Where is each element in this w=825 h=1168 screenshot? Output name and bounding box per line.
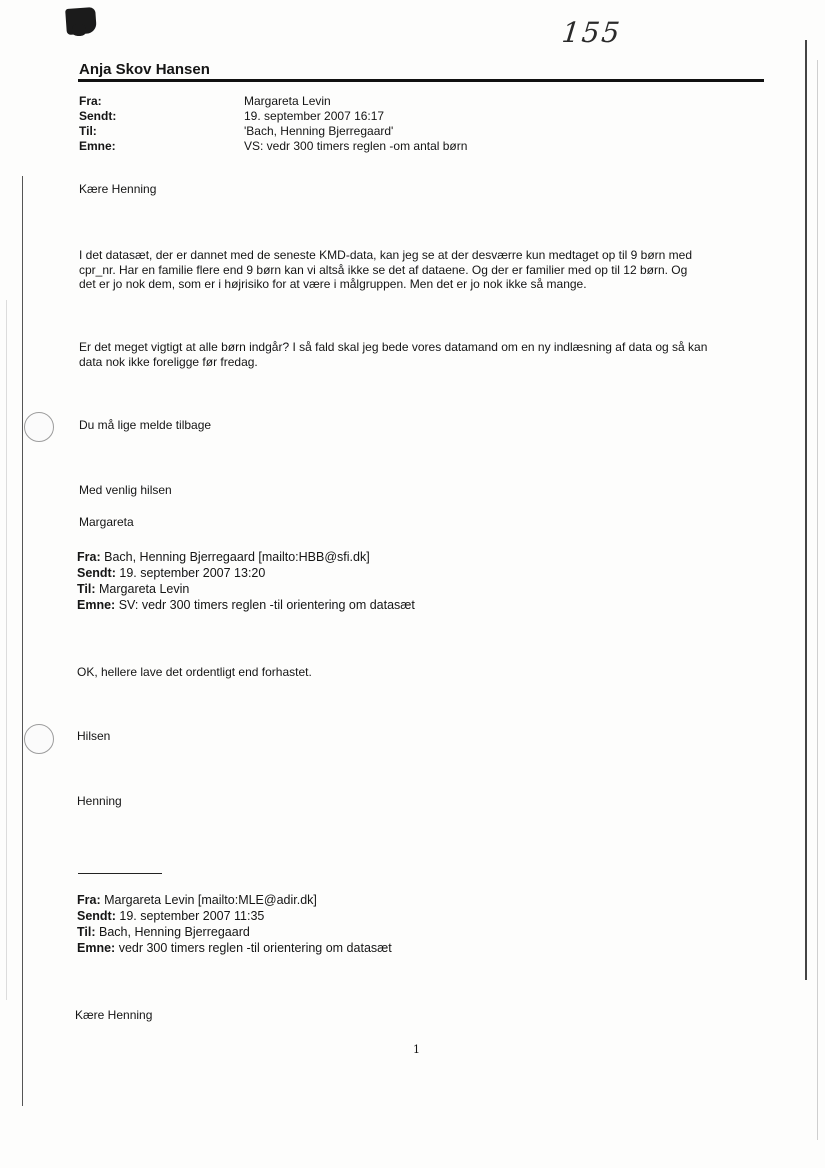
sender-name-heading: Anja Skov Hansen	[79, 61, 210, 78]
redaction-blot-drip	[72, 24, 86, 36]
email1-greeting: Kære Henning	[79, 182, 157, 196]
email2-to-value: Margareta Levin	[99, 582, 190, 596]
email1-para3: Du må lige melde tilbage	[79, 418, 212, 432]
email3-sent-line	[77, 908, 264, 924]
email2-closing: Hilsen	[77, 729, 111, 743]
email2-sent-value: 19. september 2007 13:20	[119, 566, 266, 580]
email3-sent-label: Sendt:	[77, 909, 116, 923]
punch-hole-top	[24, 412, 54, 442]
email3-greeting: Kære Henning	[75, 1008, 153, 1022]
scan-edge-right	[805, 40, 807, 980]
scan-edge-right-faint	[817, 60, 818, 1140]
email2-subject-label: Emne:	[77, 598, 116, 612]
email2-to-line	[77, 581, 189, 597]
email3-subject-label: Emne:	[77, 941, 116, 955]
email3-subject-value: vedr 300 timers reglen -til orientering om datasæt	[118, 941, 392, 955]
email1-para2-line2: data nok ikke foreligge før fredag.	[79, 355, 258, 369]
email1-para1-line3: det er jo nok dem, som er i højrisiko for at være i målgruppen. Men det er jo nok ikke så mange.	[79, 277, 587, 291]
email1-subject-value: VS: vedr 300 timers reglen -om antal børn	[244, 139, 468, 153]
email3-from-label: Fra:	[77, 893, 101, 907]
email2-subject-line	[77, 597, 415, 613]
email1-from-label: Fra:	[79, 94, 102, 108]
email1-signature: Margareta	[79, 515, 134, 529]
email3-to-value: Bach, Henning Bjerregaard	[99, 925, 250, 939]
email2-sent-label: Sendt:	[77, 566, 116, 580]
email3-subject-line	[77, 940, 392, 956]
email1-para2-line1: Er det meget vigtigt at alle børn indgår? I så fald skal jeg bede vores datamand om en ny indlæsning af data og så kan	[79, 340, 708, 354]
email2-from-line	[77, 549, 370, 565]
email2-signature: Henning	[77, 794, 122, 808]
email3-from-value: Margareta Levin [mailto:MLE@adir.dk]	[104, 893, 317, 907]
email1-from-value: Margareta Levin	[244, 94, 331, 108]
page-number: 1	[413, 1043, 420, 1056]
email2-body: OK, hellere lave det ordentligt end forhastet.	[77, 665, 312, 679]
email2-from-label: Fra:	[77, 550, 101, 564]
email3-to-line	[77, 924, 250, 940]
email1-subject-label: Emne:	[79, 139, 116, 153]
email2-from-value: Bach, Henning Bjerregaard [mailto:HBB@sfi.dk]	[104, 550, 370, 564]
header-rule	[78, 79, 764, 82]
email3-sent-value: 19. september 2007 11:35	[119, 909, 265, 923]
email1-to-label: Til:	[79, 124, 97, 138]
email1-para1-line2: cpr_nr. Har en familie flere end 9 børn kan vi altså ikke se det af dataene. Og der er familier med op til 12 børn. Og	[79, 263, 688, 277]
scan-edge-left	[22, 176, 23, 1106]
scan-edge-left-faint	[6, 300, 7, 1000]
email1-closing: Med venlig hilsen	[79, 483, 172, 497]
email1-sent-value: 19. september 2007 16:17	[244, 109, 385, 123]
handwritten-page-number: 155	[560, 16, 624, 49]
email3-from-line	[77, 892, 317, 908]
email2-to-label: Til:	[77, 582, 96, 596]
email1-sent-label: Sendt:	[79, 109, 117, 123]
email2-subject-value: SV: vedr 300 timers reglen -til orientering om datasæt	[118, 598, 415, 612]
email1-to-value: 'Bach, Henning Bjerregaard'	[244, 124, 394, 138]
email2-sent-line	[77, 565, 265, 581]
email1-para1-line1: I det datasæt, der er dannet med de seneste KMD-data, kan jeg se at der desværre kun medtaget op til 9 børn med	[79, 248, 693, 262]
punch-hole-bottom	[24, 724, 54, 754]
email3-to-label: Til:	[77, 925, 96, 939]
quote-separator	[78, 873, 162, 874]
